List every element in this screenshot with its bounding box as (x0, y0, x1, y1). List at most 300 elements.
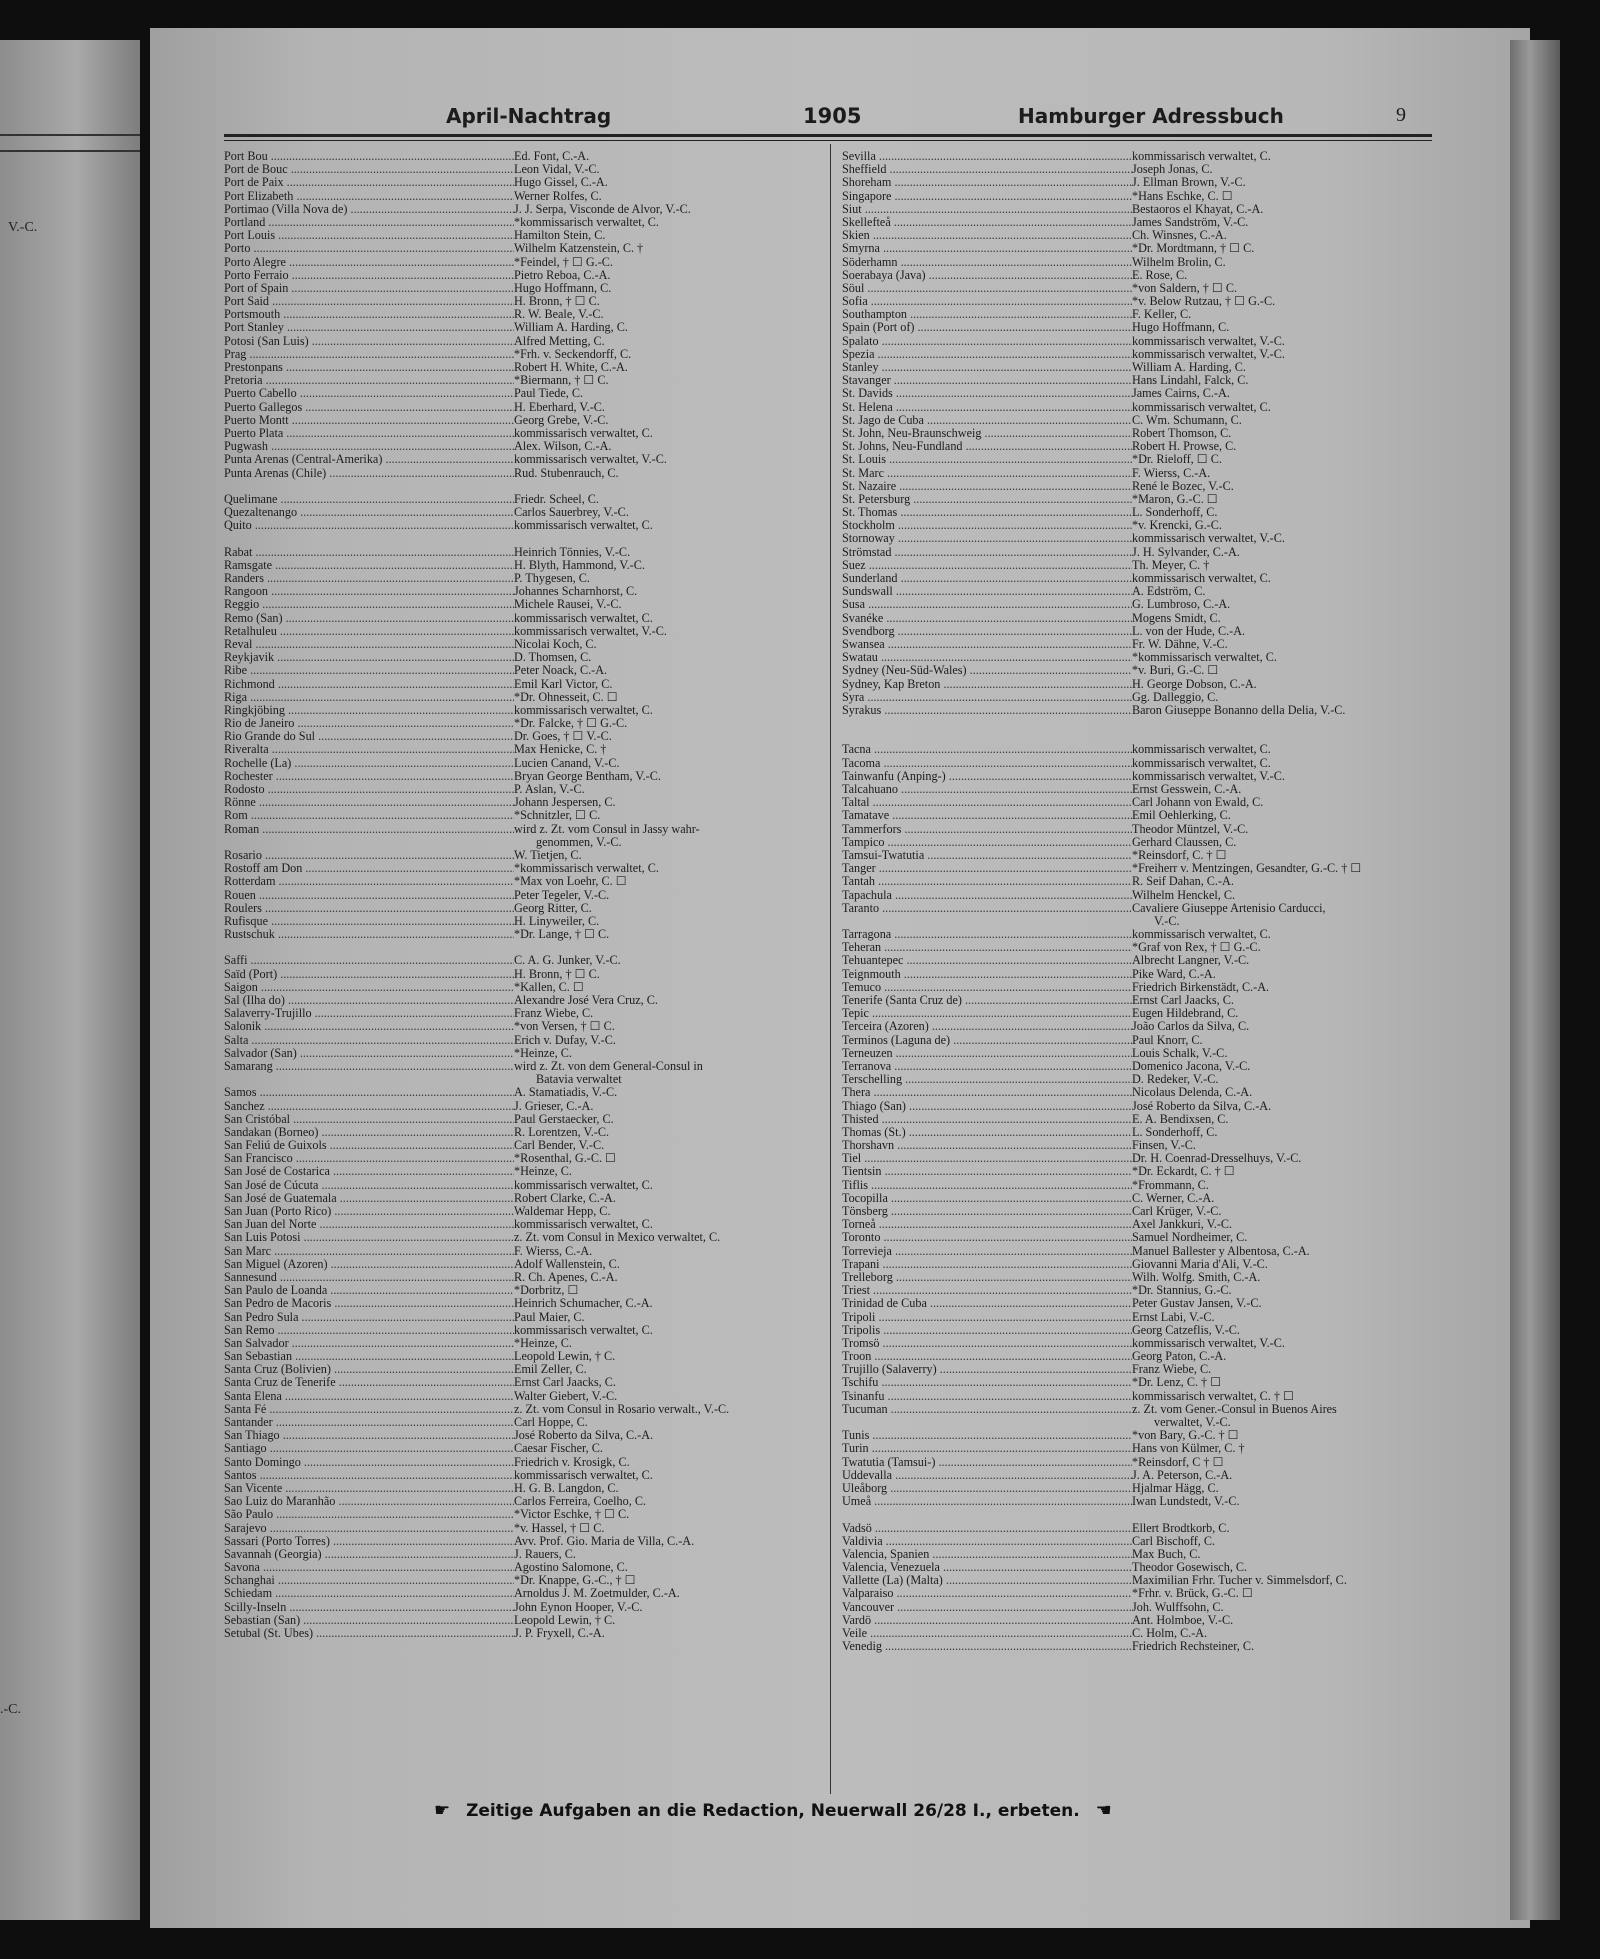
directory-row (224, 1535, 824, 1548)
directory-row (224, 361, 824, 374)
place-name: Salta ..... (224, 1034, 514, 1047)
place-name: Santa Cruz (Bolivien) ..... (224, 1363, 514, 1376)
directory-row (224, 915, 824, 928)
consul-entry: Friedrich v. Krosigk, C. (514, 1455, 630, 1469)
directory-row (224, 546, 824, 559)
consul-entry: *Victor Eschke, † ☐ C. (514, 1508, 630, 1522)
place-name: Tiel ..... (842, 1152, 1132, 1165)
consul-entry: *Freiherr v. Mentzingen, Gesandter, G.-C. † ☐ (1132, 862, 1362, 876)
place-name: Veile ..... (842, 1627, 1132, 1640)
consul-entry: Ch. Winsnes, C.-A. (1132, 229, 1227, 243)
consul-entry: C. A. G. Junker, V.-C. (514, 954, 621, 968)
directory-row (224, 335, 824, 348)
consul-entry: *Maron, G.-C. ☐ (1132, 492, 1218, 506)
consul-entry: kommissarisch verwaltet, V.-C. (514, 453, 667, 467)
consul-entry: Hans von Külmer, C. † (1132, 1442, 1245, 1456)
consul-entry: A. Stamatiadis, V.-C. (514, 1086, 618, 1100)
place-name: Sebastian (San) ..... (224, 1614, 514, 1627)
place-name (224, 836, 514, 849)
directory-row (842, 1350, 1442, 1363)
place-name: San Sebastian ..... (224, 1350, 514, 1363)
consul-entry: William A. Harding, C. (514, 321, 628, 335)
directory-row (224, 1561, 824, 1574)
place-name: Svanéke ..... (842, 612, 1132, 625)
directory-row (224, 1324, 824, 1337)
place-name: Porto Ferraio ..... (224, 269, 514, 282)
consul-entry: kommissarisch verwaltet, C. (514, 426, 653, 440)
place-name: Thera ..... (842, 1086, 1132, 1099)
consul-entry: Emil Zeller, C. (514, 1363, 587, 1377)
consul-entry: Manuel Ballester y Albentosa, C.-A. (1132, 1244, 1310, 1258)
consul-entry: Carl Johann von Ewald, C. (1132, 796, 1264, 810)
consul-entry: J. Ellman Brown, V.-C. (1132, 176, 1246, 190)
place-name: Rochelle (La) ..... (224, 757, 514, 770)
place-name: Valencia, Venezuela ..... (842, 1561, 1132, 1574)
directory-row (224, 1548, 824, 1561)
consul-entry: Carlos Ferreira, Coelho, C. (514, 1495, 647, 1509)
consul-entry: kommissarisch verwaltet, C. † ☐ (1132, 1389, 1294, 1403)
place-name: Shoreham ..... (842, 176, 1132, 189)
place-name: San José de Costarica ..... (224, 1165, 514, 1178)
directory-row (224, 387, 824, 400)
consul-entry: Wilhelm Katzenstein, C. † (514, 242, 644, 256)
directory-row (842, 1258, 1442, 1271)
directory-row (224, 1442, 824, 1455)
consul-entry: L. Sonderhoff, C. (1132, 1125, 1218, 1139)
directory-row (224, 321, 824, 334)
directory-row (842, 994, 1442, 1007)
directory-row (224, 1126, 824, 1139)
directory-row (842, 163, 1442, 176)
consul-entry: *Rosenthal, G.-C. ☐ (514, 1152, 616, 1166)
consul-entry: Theodor Müntzel, V.-C. (1132, 822, 1249, 836)
consul-entry: J. Rauers, C. (514, 1547, 576, 1561)
directory-row (842, 453, 1442, 466)
place-name: Skellefteå ..... (842, 216, 1132, 229)
directory-row (842, 361, 1442, 374)
directory-row (224, 1245, 824, 1258)
place-name: Sunderland ..... (842, 572, 1132, 585)
place-name: Tacna ..... (842, 743, 1132, 756)
directory-row (224, 691, 824, 704)
directory-row (842, 941, 1442, 954)
consul-entry: D. Thomsen, C. (514, 651, 592, 665)
place-name: Tantah ..... (842, 875, 1132, 888)
consul-entry: Arnoldus J. M. Zoetmulder, C.-A. (514, 1587, 680, 1601)
consul-entry: *v. Buri, G.-C. ☐ (1132, 664, 1219, 678)
directory-row (224, 1376, 824, 1389)
directory-row (842, 849, 1442, 862)
consul-entry: wird z. Zt. von dem General-Consul in (514, 1059, 703, 1073)
directory-row (224, 506, 824, 519)
consul-entry: Friedrich Birkenstädt, C.-A. (1132, 980, 1270, 994)
place-name: Savannah (Georgia) ..... (224, 1548, 514, 1561)
directory-row (224, 493, 824, 506)
directory-row (224, 1271, 824, 1284)
consul-entry: Hugo Hoffmann, C. (514, 281, 612, 295)
consul-entry: *v. Krencki, G.-C. (1132, 519, 1222, 533)
consul-entry: kommissarisch verwaltet, C. (514, 611, 653, 625)
directory-row (842, 968, 1442, 981)
directory-row (224, 902, 824, 915)
directory-row (224, 1469, 824, 1482)
directory-row (224, 678, 824, 691)
directory-row (224, 348, 824, 361)
consul-entry: *Dr. Falcke, † ☐ G.-C. (514, 717, 628, 731)
place-name: Tepic ..... (842, 1007, 1132, 1020)
directory-row (842, 809, 1442, 822)
consul-entry: Georg Ritter, C. (514, 901, 592, 915)
consul-entry: Ed. Font, C.-A. (514, 150, 590, 163)
consul-entry: H. Linyweiler, C. (514, 914, 600, 928)
place-name: Setubal (St. Ubes) ..... (224, 1627, 514, 1640)
place-name: Sydney (Neu-Süd-Wales) ..... (842, 664, 1132, 677)
directory-row (224, 163, 824, 176)
place-name: Terranova ..... (842, 1060, 1132, 1073)
consul-entry: H. Eberhard, V.-C. (514, 400, 605, 414)
consul-entry: Baron Giuseppe Bonanno della Delia, V.-C. (1132, 703, 1346, 717)
directory-row (842, 546, 1442, 559)
place-name: Rostoff am Don ..... (224, 862, 514, 875)
consul-entry: Hans Lindahl, Falck, C. (1132, 374, 1249, 388)
place-name: St. Jago de Cuba ..... (842, 414, 1132, 427)
place-name: Vallette (La) (Malta) ..... (842, 1574, 1132, 1587)
directory-row (842, 664, 1442, 677)
directory-row (224, 1152, 824, 1165)
directory-row (842, 770, 1442, 783)
consul-entry: *kommissarisch verwaltet, C. (514, 215, 659, 229)
directory-row (842, 743, 1442, 756)
directory-row (842, 1640, 1442, 1653)
place-name: San Luis Potosi ..... (224, 1231, 514, 1244)
directory-row (224, 150, 824, 163)
directory-row (842, 1047, 1442, 1060)
directory-row (842, 150, 1442, 163)
place-name: Valparaiso ..... (842, 1587, 1132, 1600)
place-name (842, 1508, 1132, 1521)
place-name: St. John, Neu-Braunschweig ..... (842, 427, 1132, 440)
consul-entry: *Reinsdorf, C. † ☐ (1132, 848, 1227, 862)
consul-entry: Johannes Scharnhorst, C. (514, 585, 638, 599)
place-name: Santa Cruz de Tenerife ..... (224, 1376, 514, 1389)
place-name: Taltal ..... (842, 796, 1132, 809)
directory-row (224, 849, 824, 862)
place-name: Tocopilla ..... (842, 1192, 1132, 1205)
place-name: Quezaltenango ..... (224, 506, 514, 519)
consul-entry: D. Redeker, V.-C. (1132, 1073, 1219, 1087)
place-name: Port Bou ..... (224, 150, 514, 163)
place-name: San José de Guatemala ..... (224, 1192, 514, 1205)
place-name: Tucuman ..... (842, 1403, 1132, 1416)
directory-row (224, 216, 824, 229)
directory-row (842, 651, 1442, 664)
consul-entry: F. Wierss, C.-A. (514, 1244, 593, 1258)
column-divider (830, 144, 831, 1794)
directory-row (842, 176, 1442, 189)
place-name: San Marc ..... (224, 1245, 514, 1258)
consul-entry (1132, 717, 1432, 730)
consul-entry: Carl Bischoff, C. (1132, 1534, 1216, 1548)
place-name: Tromsö ..... (842, 1337, 1132, 1350)
directory-row (842, 242, 1442, 255)
consul-entry: Th. Meyer, C. † (1132, 558, 1210, 572)
place-name: Rufisque ..... (224, 915, 514, 928)
directory-row (224, 1047, 824, 1060)
place-name: Portland ..... (224, 216, 514, 229)
directory-row (842, 1363, 1442, 1376)
directory-row (842, 1073, 1442, 1086)
directory-row (224, 269, 824, 282)
directory-row (224, 1311, 824, 1324)
directory-row (224, 862, 824, 875)
directory-row (224, 1482, 824, 1495)
place-name: Taranto ..... (842, 902, 1132, 915)
place-name: Schiedam ..... (224, 1587, 514, 1600)
consul-entry: Dr. H. Coenrad-Dresselhuys, V.-C. (1132, 1152, 1302, 1166)
place-name: Port Elizabeth ..... (224, 190, 514, 203)
place-name: Trapani ..... (842, 1258, 1132, 1271)
place-name: Thomas (St.) ..... (842, 1126, 1132, 1139)
consul-entry: Carl Bender, V.-C. (514, 1139, 605, 1153)
consul-entry: Batavia verwaltet (536, 1073, 622, 1087)
directory-row (842, 1508, 1442, 1521)
previous-page-fragment: .-C. (0, 1702, 21, 1717)
place-name: Sao Luiz do Maranhão ..... (224, 1495, 514, 1508)
consul-entry: Ernst Gesswein, C.-A. (1132, 783, 1242, 796)
place-name: Salaverry-Trujillo ..... (224, 1007, 514, 1020)
consul-entry: kommissarisch verwaltet, C. (1132, 756, 1271, 770)
place-name: Sheffield ..... (842, 163, 1132, 176)
place-name: St. Louis ..... (842, 453, 1132, 466)
directory-row (842, 480, 1442, 493)
directory-row (224, 941, 824, 954)
directory-row (224, 1390, 824, 1403)
place-name: Ramsgate ..... (224, 559, 514, 572)
consul-entry: Erich v. Dufay, V.-C. (514, 1033, 616, 1047)
place-name: Stanley ..... (842, 361, 1132, 374)
place-name (842, 1416, 1132, 1429)
directory-row (842, 1284, 1442, 1297)
consul-entry: Carl Hoppe, C. (514, 1416, 588, 1429)
directory-row (842, 1535, 1442, 1548)
place-name: San Salvador ..... (224, 1337, 514, 1350)
consul-entry: P. Thygesen, C. (514, 572, 590, 585)
place-name: Prag ..... (224, 348, 514, 361)
directory-row (842, 928, 1442, 941)
directory-row (842, 585, 1442, 598)
directory-row (842, 401, 1442, 414)
consul-entry: R. W. Beale, V.-C. (514, 308, 604, 322)
consul-entry: Giovanni Maria d'Ali, V.-C. (1132, 1257, 1268, 1271)
place-name: Söderhamn ..... (842, 256, 1132, 269)
directory-row (842, 440, 1442, 453)
footer-notice (424, 1800, 1224, 1821)
consul-entry: Carl Krüger, V.-C. (1132, 1205, 1222, 1218)
directory-row (842, 954, 1442, 967)
directory-row (842, 427, 1442, 440)
consul-entry: *Max von Loehr, C. ☐ (514, 875, 627, 889)
consul-entry: *Dr. Ohnesseit, C. ☐ (514, 690, 618, 704)
directory-row (224, 282, 824, 295)
directory-row (224, 1086, 824, 1099)
consul-entry: *von Bary, G.-C. † ☐ (1132, 1429, 1239, 1443)
place-name: Salvador (San) ..... (224, 1047, 514, 1060)
place-name: Portsmouth ..... (224, 308, 514, 321)
consul-entry: C. Werner, C.-A. (1132, 1191, 1215, 1205)
directory-row (842, 1297, 1442, 1310)
place-name: Thiago (San) ..... (842, 1100, 1132, 1113)
directory-row (224, 1284, 824, 1297)
place-name: Saffi ..... (224, 954, 514, 967)
directory-row (842, 1324, 1442, 1337)
directory-row (842, 1495, 1442, 1508)
directory-row (224, 743, 824, 756)
directory-row (224, 1429, 824, 1442)
place-name: Southampton ..... (842, 308, 1132, 321)
header-rule (224, 134, 1432, 137)
place-name: San Juan (Porto Rico) ..... (224, 1205, 514, 1218)
consul-entry: *Heinze, C. (514, 1165, 572, 1179)
consul-entry: Nicolai Koch, C. (514, 637, 597, 651)
consul-entry: *v. Below Rutzau, † ☐ G.-C. (1132, 295, 1276, 309)
directory-row (224, 836, 824, 849)
consul-entry: kommissarisch verwaltet, C. (514, 1323, 653, 1337)
place-name: Torneå ..... (842, 1218, 1132, 1231)
footer-text: Zeitige Aufgaben an die Redaction, Neuerwall 26/28 I., erbeten. (466, 1801, 1080, 1821)
directory-row (224, 229, 824, 242)
directory-row (224, 1350, 824, 1363)
place-name: Quito ..... (224, 519, 514, 532)
consul-entry: Joh. Wulffsohn, C. (1132, 1600, 1224, 1614)
place-name: Ribe ..... (224, 664, 514, 677)
place-name: San Pedro de Macoris ..... (224, 1297, 514, 1310)
directory-row (224, 638, 824, 651)
place-name (224, 1073, 514, 1086)
consul-entry: Ernst Carl Jaacks, C. (1132, 994, 1234, 1007)
directory-row (842, 1179, 1442, 1192)
consul-entry: Johann Jespersen, C. (514, 796, 616, 810)
consul-entry: Hugo Gissel, C.-A. (514, 176, 608, 190)
place-name: Saigon ..... (224, 981, 514, 994)
consul-entry: J. Grieser, C.-A. (514, 1099, 594, 1113)
directory-row (842, 730, 1442, 743)
directory-row (224, 1205, 824, 1218)
directory-row (842, 1126, 1442, 1139)
directory-row (224, 203, 824, 216)
place-name: Trelleborg ..... (842, 1271, 1132, 1284)
directory-row (224, 1034, 824, 1047)
place-name: Rosario ..... (224, 849, 514, 862)
consul-entry: Pietro Reboa, C.-A. (514, 268, 611, 282)
consul-entry: A. Edström, C. (1132, 585, 1206, 599)
place-name: Reval ..... (224, 638, 514, 651)
directory-row (224, 1179, 824, 1192)
place-name: Syrakus ..... (842, 704, 1132, 717)
consul-entry: kommissarisch verwaltet, C. (514, 703, 653, 717)
directory-row (224, 1060, 824, 1073)
place-name: Thorshavn ..... (842, 1139, 1132, 1152)
page-number: 9 (1396, 104, 1406, 126)
consul-entry: H. Bronn, † ☐ C. (514, 295, 600, 309)
directory-row (842, 1482, 1442, 1495)
directory-row (842, 1574, 1442, 1587)
directory-row (842, 1561, 1442, 1574)
right-column (842, 150, 1442, 1653)
directory-row (224, 1113, 824, 1126)
place-name: Tunis ..... (842, 1429, 1132, 1442)
consul-entry: Friedr. Scheel, C. (514, 492, 599, 506)
place-name: Trujillo (Salaverry) ..... (842, 1363, 1132, 1376)
directory-row (842, 1100, 1442, 1113)
directory-row (842, 1456, 1442, 1469)
consul-entry: kommissarisch verwaltet, C. (514, 1178, 653, 1192)
place-name: Saïd (Port) ..... (224, 968, 514, 981)
directory-row (842, 796, 1442, 809)
consul-entry: Gerhard Claussen, C. (1132, 835, 1237, 849)
directory-row (842, 1218, 1442, 1231)
place-name: Tönsberg ..... (842, 1205, 1132, 1218)
consul-entry: P. Aslan, V.-C. (514, 783, 585, 796)
directory-row (224, 1297, 824, 1310)
directory-row (224, 928, 824, 941)
consul-entry: *Biermann, † ☐ C. (514, 374, 609, 388)
place-name: San Thiago ..... (224, 1429, 514, 1442)
consul-entry: Bryan George Bentham, V.-C. (514, 769, 661, 783)
consul-entry: Ernst Labi, V.-C. (1132, 1310, 1215, 1324)
consul-entry: kommissarisch verwaltet, V.-C. (1132, 1336, 1285, 1350)
place-name: Sofia ..... (842, 295, 1132, 308)
consul-entry: Paul Maier, C. (514, 1310, 585, 1324)
consul-entry: kommissarisch verwaltet, C. (514, 519, 653, 533)
directory-row (842, 717, 1442, 730)
consul-entry: *Dr. Mordtmann, † ☐ C. (1132, 242, 1255, 256)
place-name: St. Johns, Neu-Fundland ..... (842, 440, 1132, 453)
place-name: Tapachula ..... (842, 889, 1132, 902)
consul-entry: Theodor Gosewisch, C. (1132, 1561, 1248, 1575)
directory-row (842, 902, 1442, 915)
directory-row (224, 1165, 824, 1178)
consul-entry: *Reinsdorf, C † ☐ (1132, 1455, 1224, 1469)
consul-entry: R. Ch. Apenes, C.-A. (514, 1270, 618, 1284)
place-name: Vancouver ..... (842, 1601, 1132, 1614)
directory-row (224, 585, 824, 598)
directory-row (842, 1416, 1442, 1429)
place-name: Tschifu ..... (842, 1376, 1132, 1389)
place-name: Tamatave ..... (842, 809, 1132, 822)
directory-row (842, 467, 1442, 480)
directory-row (842, 1192, 1442, 1205)
place-name: Port Said ..... (224, 295, 514, 308)
directory-row (842, 1548, 1442, 1561)
consul-entry: Robert H. White, C.-A. (514, 361, 628, 374)
consul-entry (514, 532, 824, 545)
directory-row (842, 1390, 1442, 1403)
place-name: Porto Alegre ..... (224, 256, 514, 269)
directory-row (224, 625, 824, 638)
directory-row (224, 1495, 824, 1508)
place-name: Pretoria ..... (224, 374, 514, 387)
left-column (224, 150, 824, 1640)
consul-entry: Cavaliere Giuseppe Artenisio Carducci, (1132, 901, 1326, 915)
directory-row (842, 308, 1442, 321)
place-name: Rodosto ..... (224, 783, 514, 796)
consul-entry: João Carlos da Silva, C. (1132, 1020, 1250, 1034)
place-name: San Feliú de Guixols ..... (224, 1139, 514, 1152)
consul-entry: Ernst Carl Jaacks, C. (514, 1376, 616, 1390)
page-header (228, 100, 1424, 136)
directory-row (842, 1034, 1442, 1047)
consul-entry: kommissarisch verwaltet, C. (1132, 928, 1271, 942)
